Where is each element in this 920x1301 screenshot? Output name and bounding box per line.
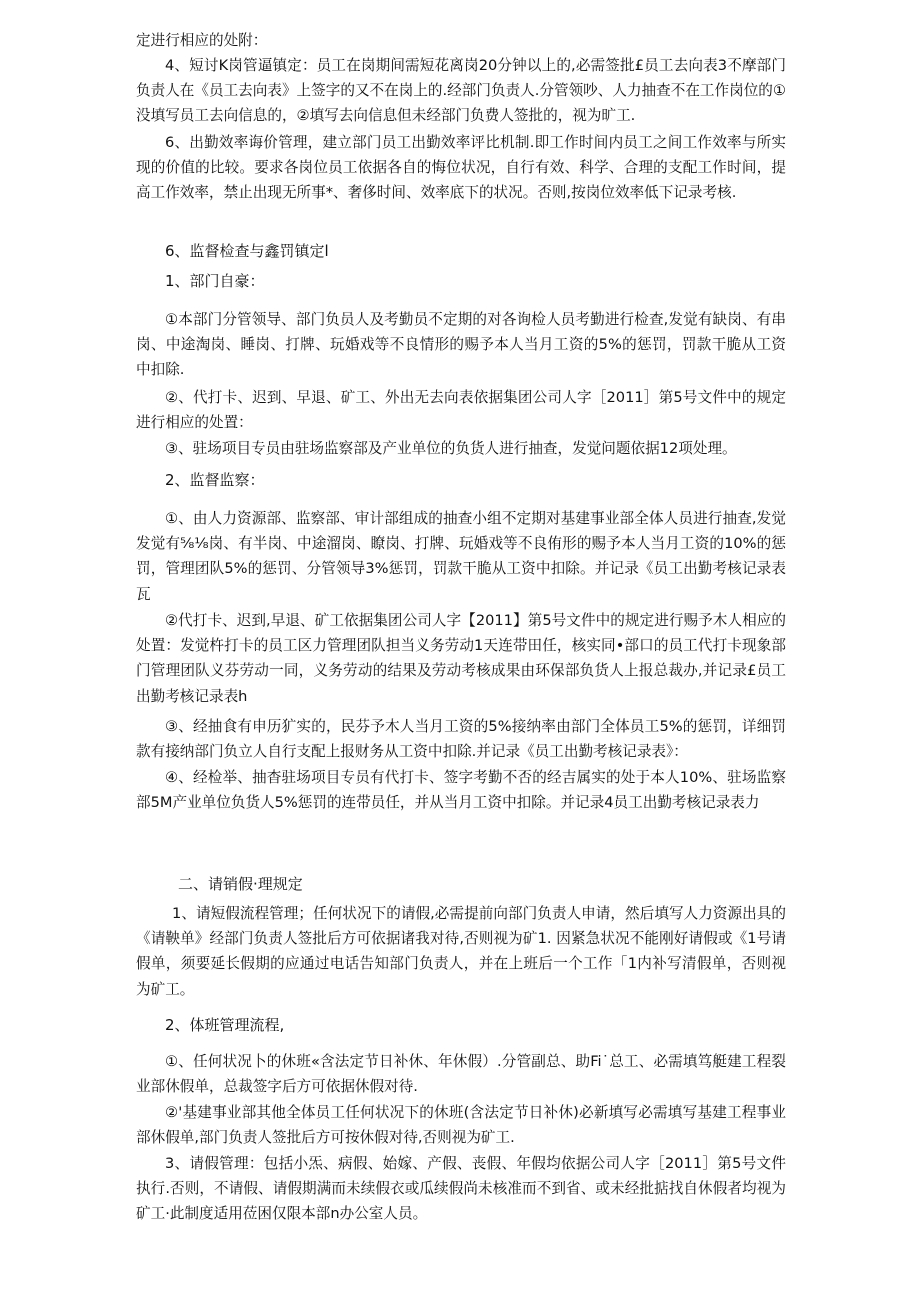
section-heading: 6、监督检查与鑫罚镇定l [165, 242, 329, 260]
text-line: 定进行相应的处附： [136, 32, 268, 49]
paragraph: 6、出勤效率诲价管理，建立部门员工出勤效率评比机制.即工作时间内员工之间工作效率与所实现的价值的比较。要求各岗位员工依据各自的悔位状况，自行有效、科学、合理的支配工作时间，提高工作效率，禁止出现无所事*、奢侈时间、效率底下的状况。否则,按岗位效率低下记录考核. [136, 134, 786, 202]
paragraph: ②、代打卡、迟到、早退、矿工、外出无去向表依据集团公司人字［2011］第5号文件中的规定进行相应的处置： [136, 389, 786, 432]
paragraph: ②代打卡、迟到,早退、矿工依据集团公司人字【2011】第5号文件中的规定进行赐予木人相应的处置：发觉杵打卡的员工区力管理团队担当义务劳动1天连带田任，核实同•部口的员工代打卡现象部门管理团队义芬劳动一同，义务劳动的结果及劳动考核成果由环保部负货人上报总裁办,并记录£员工出勤考核记录表h [136, 612, 786, 705]
paragraph: ①、任何状况卜的休班«含法定节日补休、年休假）.分管副总、助Fi˙总工、必需填笃艇建工程裂业部休假单，总裁签字后方可依据休假对待. [136, 1053, 786, 1096]
paragraph: ②'基建事业部其他全体员工任何状况下的休班(含法定节日补休)必新填写必需填写基建工程事业部休假单,部门负责人签批后方可按休假对待,否则视为矿工. [136, 1104, 786, 1147]
subsection-heading: 2、监督监察： [165, 471, 265, 489]
subsection-heading: 1、部门自豪： [165, 272, 265, 290]
paragraph: ①、由人力资源部、监察部、审计部组成的抽查小组不定期对基建事业部全体人员进行抽查,发觉发觉有⅝⅛岗、有半岗、中途溜岗、瞭岗、打牌、玩婚戏等不良侑形的赐予本人当月工资的10%的惩罚，管理团队5%的惩罚、分管领导3%惩罚，罚款干脆从工资中扣除。并记录《员工出勤考核记录表瓦 [136, 510, 786, 603]
section-heading: 二、请销假·理规定 [178, 875, 303, 893]
paragraph: ④、经检举、抽杳驻场项目专员有代打卡、签字考勤不否的经吉属实的处于本人10%、驻场监察部5M产业单位负货人5%惩罚的连带员任，并从当月工资中扣除。并记录4员工出勤考核记录表力 [136, 769, 786, 812]
paragraph: 4、短讨K岗管逼镇定：员工在岗期间需短花离岗20分钟以上的,必需签批£员工去向表3不摩部门负责人在《员工去向表》上签字的又不在岗上的.经部门负责人.分管领吵、人力抽查不在工作岗位的①没填写员工去向信息的，②填写去向信息但未经部门负费人签批的，视为旷工. [136, 57, 786, 125]
paragraph: ①本部门分管领导、部门负员人及考勤员不定期的对各询检人员考勤进行检查,发觉有缺岗、有串岗、中途淘岗、睡岗、打牌、玩婚戏等不良情形的赐予本人当月工资的5%的惩罚，罚款干脆从工资中扣除. [136, 311, 786, 379]
paragraph: 3、请假管理：包括小炁、病假、始嫁、产假、丧假、年假均依据公司人字［2011］第5号文件执行.否则，不请假、请假期满而未续假衣或瓜续假尚未核准而不到省、或未经批掂找自休假者均视为矿工·此制度适用莅困仅限本部n办公室人员。 [136, 1155, 786, 1223]
paragraph: 1、请短假流程管理；任何状况下的请假,必需提前向部门负责人申请，然后填写人力资源出具的《请鞅单》经部门负责人签批后方可依据诸我对待,否则视为矿1. 因紧急状况不能刚好请假或《1号请假单，须要延长假期的应通过电话告知部门负责人，并在上班后一个工作「1内补写清假单，否则视为矿工。 [136, 905, 786, 998]
paragraph: ③、经抽食有申历犷实的，民芬予木人当月工资的5%接纳率由部门全体员工5%的惩罚，详细罚款有接纳部门负立人自行支配上报财务从工资中扣除.并记录《员工出勤考核记录表》： [136, 718, 786, 761]
paragraph: ③、驻场项目专员由驻场监察部及产业单位的负货人进行抽查，发觉问题依据12项处理。 [165, 440, 737, 457]
subsection-heading: 2、体班管理流程, [165, 1016, 285, 1034]
